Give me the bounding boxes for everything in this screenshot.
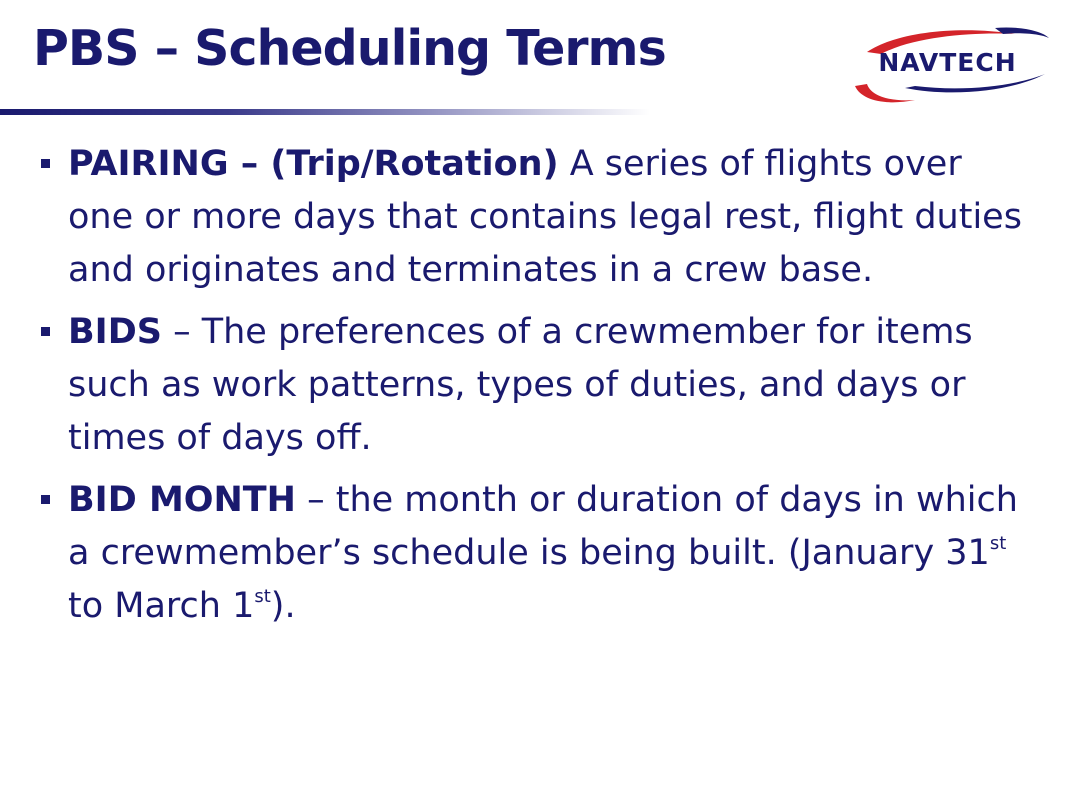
title-underline bbox=[0, 109, 650, 115]
terms-list bbox=[40, 138, 1030, 642]
term-label: BIDS bbox=[68, 312, 162, 352]
slide-title: PBS – Scheduling Terms bbox=[33, 20, 666, 77]
navtech-logo bbox=[845, 24, 1050, 108]
term-definition-mid: to March 1 bbox=[68, 586, 255, 626]
bullet-icon bbox=[41, 495, 50, 504]
superscript-st: st bbox=[254, 586, 271, 607]
term-definition: A series of flights over one or more days that contains legal rest, flight duties and originates and terminates in a crew base. bbox=[68, 144, 1022, 290]
term-definition: – the month or duration of days in which a crewmember’s schedule is being built. (January 31 bbox=[68, 480, 1018, 573]
bullet-icon bbox=[41, 327, 50, 336]
term-item-bids bbox=[40, 306, 1030, 465]
superscript-st: st bbox=[989, 533, 1007, 554]
term-definition: – The preferences of a crewmember for items such as work patterns, types of duties, and days or times of days off. bbox=[68, 312, 973, 458]
term-definition-end: ). bbox=[270, 586, 296, 626]
term-label: BID MONTH bbox=[68, 480, 296, 520]
logo-wordmark: NAVTECH bbox=[878, 48, 1017, 77]
term-item-pairing bbox=[40, 138, 1030, 297]
bullet-icon bbox=[41, 159, 50, 168]
term-item-bid-month bbox=[40, 474, 1030, 633]
term-label: PAIRING – (Trip/Rotation) bbox=[68, 144, 559, 184]
